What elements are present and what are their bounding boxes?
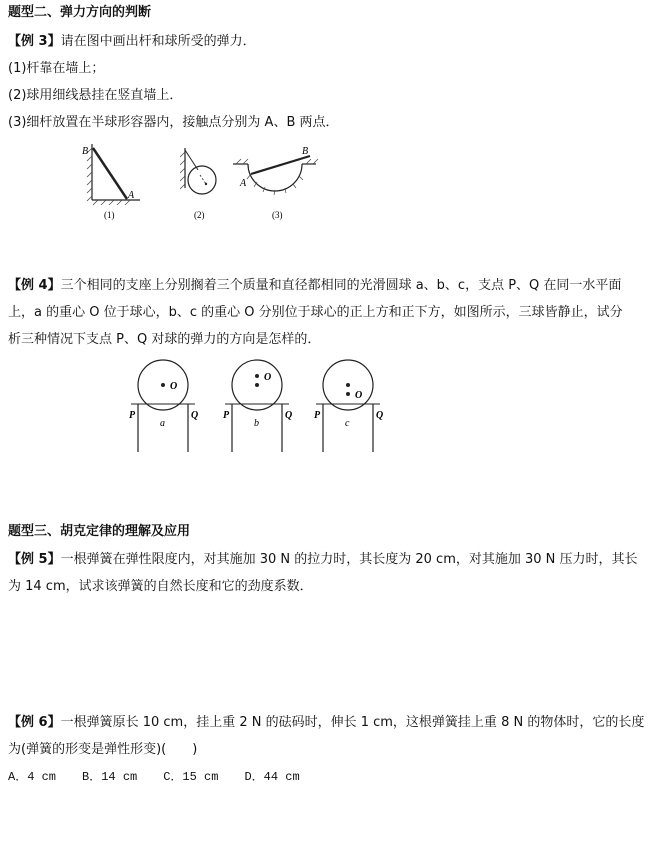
example-text: 一根弹簧在弹性限度内，对其施加 30 N 的拉力时，其长度为 20 cm，对其施加 30 N 压力时，其长 (60, 552, 638, 567)
example-4-figures (128, 358, 388, 458)
caption-2: (2) (194, 210, 205, 220)
svg-text:P: P (223, 410, 230, 421)
svg-text:O: O (170, 381, 178, 392)
svg-text:Q: Q (191, 410, 199, 421)
svg-text:a: a (160, 418, 165, 429)
caption-3: (3) (272, 210, 283, 220)
svg-text:P: P (314, 410, 321, 421)
example-tag: 【例 5】 (8, 552, 61, 567)
option-d: D．44 cm (244, 770, 300, 784)
label-A: A (128, 190, 135, 201)
caption-1: (1) (104, 210, 115, 220)
option-c: C．15 cm (163, 770, 219, 784)
example-6-line-2: 为(弹簧的形变是弹性形变)( ) (8, 742, 198, 757)
example-4-line-3: 析三种情况下支点 P、Q 对球的弹力的方向是怎样的． (8, 332, 321, 347)
example-4 (8, 277, 621, 295)
section-title: 题型二、弹力方向的判断 (8, 5, 152, 20)
example-tag: 【例 6】 (8, 715, 61, 730)
options (8, 768, 300, 786)
label-A: A (240, 178, 247, 189)
svg-text:O: O (355, 390, 363, 401)
ball-b (223, 360, 292, 452)
ball-c (314, 360, 383, 452)
svg-text:P: P (129, 410, 136, 421)
figure-1 (82, 144, 140, 220)
svg-text:b: b (254, 418, 259, 429)
item-2: (2)球用细线悬挂在竖直墙上． (8, 88, 183, 103)
section-title: 题型三、胡克定律的理解及应用 (8, 524, 191, 539)
figure-3 (233, 146, 318, 220)
figure-2 (180, 148, 216, 220)
ball-a (129, 360, 198, 452)
option-a: A．4 cm (8, 770, 57, 784)
example-6 (8, 714, 644, 732)
label-B: B (82, 146, 89, 157)
item-3: (3)细杆放置在半球形容器内，接触点分别为 A、B 两点． (8, 115, 339, 130)
example-3 (8, 33, 256, 51)
example-tag: 【例 3】 (8, 34, 61, 49)
svg-text:O: O (264, 372, 272, 383)
svg-text:Q: Q (376, 410, 384, 421)
label-B: B (302, 146, 309, 157)
example-text: 一根弹簧原长 10 cm，挂上重 2 N 的砝码时，伸长 1 cm，这根弹簧挂上重 8 N 的物体时，它的长度 (60, 715, 645, 730)
example-5-line-2: 为 14 cm，试求该弹簧的自然长度和它的劲度系数． (8, 579, 313, 594)
example-tag: 【例 4】 (8, 278, 61, 293)
example-text: 三个相同的支座上分别搁着三个质量和直径都相同的光滑圆球 a、b、c，支点 P、Q 在同一水平面 (60, 278, 622, 293)
example-text: 请在图中画出杆和球所受的弹力． (60, 34, 256, 49)
svg-text:Q: Q (285, 410, 293, 421)
item-1: (1)杆靠在墙上； (8, 61, 105, 76)
option-b: B．14 cm (82, 770, 138, 784)
svg-text:c: c (345, 418, 350, 429)
example-5 (8, 551, 638, 569)
example-4-line-2: 上，a 的重心 O 位于球心，b、c 的重心 O 分别位于球心的正上方和正下方，如图所示，三球皆静止，试分 (8, 305, 623, 320)
example-3-figures (70, 138, 340, 228)
